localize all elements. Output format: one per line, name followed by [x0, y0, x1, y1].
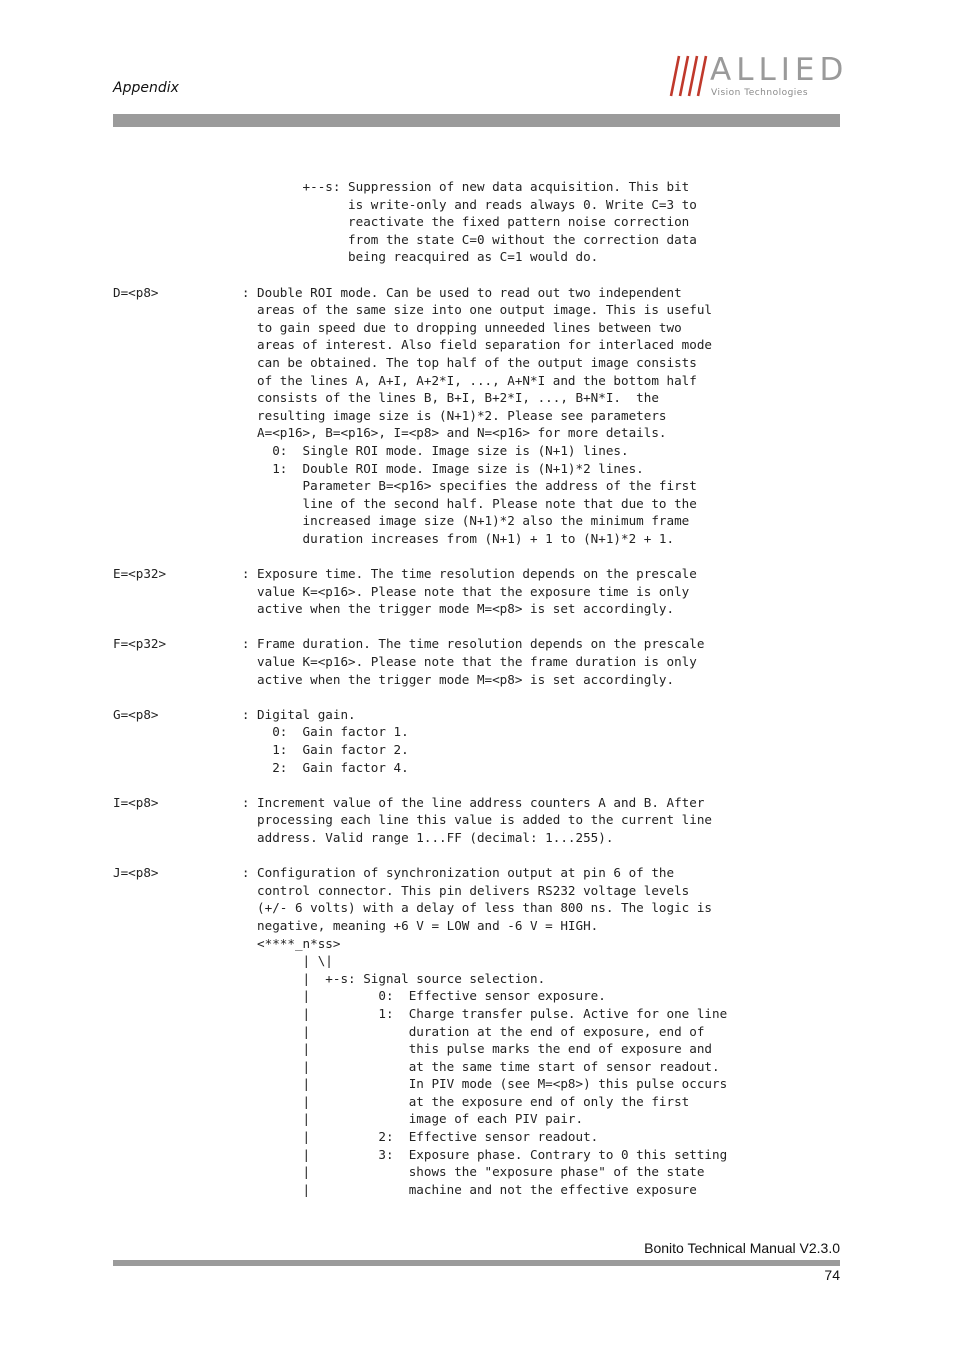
- text-line: F=<p32> : Frame duration. The time resolution depends on the prescale: [113, 636, 705, 652]
- text-line: is write-only and reads always 0. Write C=3 to: [113, 196, 697, 212]
- text-line: from the state C=0 without the correction data: [113, 231, 697, 247]
- text-line: G=<p8> : Digital gain.: [113, 706, 356, 722]
- text-line: | In PIV mode (see M=<p8>) this pulse occurs: [113, 1076, 728, 1092]
- text-line: duration increases from (N+1) + 1 to (N+1)*2 + 1.: [113, 530, 675, 546]
- text-line: being reacquired as C=1 would do.: [113, 249, 599, 265]
- text-line: negative, meaning +6 V = LOW and -6 V = HIGH.: [113, 917, 599, 933]
- text-line: | 0: Effective sensor exposure.: [113, 988, 606, 1004]
- text-line: increased image size (N+1)*2 also the minimum frame: [113, 513, 690, 529]
- register-description-text: [113, 178, 727, 1198]
- text-line: of the lines A, A+I, A+2*I, ..., A+N*I and the bottom half: [113, 372, 697, 388]
- text-line: E=<p32> : Exposure time. The time resolution depends on the prescale: [113, 566, 697, 582]
- text-line: 0: Gain factor 1.: [113, 724, 409, 740]
- text-line: <****_n*ss>: [113, 935, 341, 951]
- manual-title: Bonito Technical Manual V2.3.0: [644, 1240, 840, 1256]
- text-line: | machine and not the effective exposure: [113, 1181, 697, 1197]
- text-line: value K=<p16>. Please note that the exposure time is only: [113, 583, 690, 599]
- text-line: | +-s: Signal source selection.: [113, 970, 546, 986]
- allied-logo: [668, 52, 849, 100]
- text-line: 0: Single ROI mode. Image size is (N+1) lines.: [113, 442, 629, 458]
- text-line: | shows the "exposure phase" of the state: [113, 1164, 705, 1180]
- text-line: address. Valid range 1...FF (decimal: 1...255).: [113, 829, 614, 845]
- footer-divider: [113, 1260, 840, 1266]
- text-line: control connector. This pin delivers RS232 voltage levels: [113, 882, 690, 898]
- text-line: active when the trigger mode M=<p8> is set accordingly.: [113, 601, 675, 617]
- text-line: | duration at the end of exposure, end of: [113, 1023, 705, 1039]
- text-line: areas of interest. Also field separation for interlaced mode: [113, 337, 712, 353]
- section-label: Appendix: [113, 80, 179, 96]
- text-line: (+/- 6 volts) with a delay of less than 800 ns. The logic is: [113, 900, 712, 916]
- text-line: | this pulse marks the end of exposure and: [113, 1041, 712, 1057]
- text-line: +--s: Suppression of new data acquisition. This bit: [113, 179, 690, 194]
- text-line: line of the second half. Please note that due to the: [113, 495, 697, 511]
- text-line: A=<p16>, B=<p16>, I=<p8> and N=<p16> for more details.: [113, 425, 667, 441]
- text-line: | image of each PIV pair.: [113, 1111, 584, 1127]
- text-line: processing each line this value is added to the current line: [113, 812, 712, 828]
- text-line: active when the trigger mode M=<p8> is set accordingly.: [113, 671, 675, 687]
- text-line: can be obtained. The top half of the output image consists: [113, 354, 697, 370]
- text-line: | 1: Charge transfer pulse. Active for one line: [113, 1005, 728, 1021]
- page-number: 74: [824, 1267, 840, 1283]
- text-line: | 3: Exposure phase. Contrary to 0 this setting: [113, 1146, 728, 1162]
- text-line: | \|: [113, 953, 333, 969]
- text-line: areas of the same size into one output image. This is useful: [113, 302, 712, 318]
- text-line: value K=<p16>. Please note that the frame duration is only: [113, 654, 697, 670]
- text-line: Parameter B=<p16> specifies the address of the first: [113, 478, 697, 494]
- logo-word: ALLIED: [710, 52, 849, 88]
- logo-slashes-icon: [668, 54, 712, 100]
- text-line: reactivate the fixed pattern noise correction: [113, 214, 690, 230]
- text-line: 1: Double ROI mode. Image size is (N+1)*2 lines.: [113, 460, 644, 476]
- text-line: D=<p8> : Double ROI mode. Can be used to read out two independent: [113, 284, 682, 300]
- text-line: to gain speed due to dropping unneeded lines between two: [113, 319, 682, 335]
- text-line: | at the same time start of sensor readout.: [113, 1058, 720, 1074]
- text-line: consists of the lines B, B+I, B+2*I, ..., B+N*I. the: [113, 390, 659, 406]
- text-line: 2: Gain factor 4.: [113, 759, 409, 775]
- text-line: 1: Gain factor 2.: [113, 742, 409, 757]
- text-line: J=<p8> : Configuration of synchronization output at pin 6 of the: [113, 865, 675, 881]
- text-line: resulting image size is (N+1)*2. Please see parameters: [113, 407, 667, 423]
- header-divider: [113, 114, 840, 127]
- text-line: | 2: Effective sensor readout.: [113, 1129, 599, 1145]
- logo-subtitle: Vision Technologies: [711, 88, 809, 98]
- text-line: I=<p8> : Increment value of the line address counters A and B. After: [113, 794, 705, 810]
- text-line: | at the exposure end of only the first: [113, 1093, 690, 1109]
